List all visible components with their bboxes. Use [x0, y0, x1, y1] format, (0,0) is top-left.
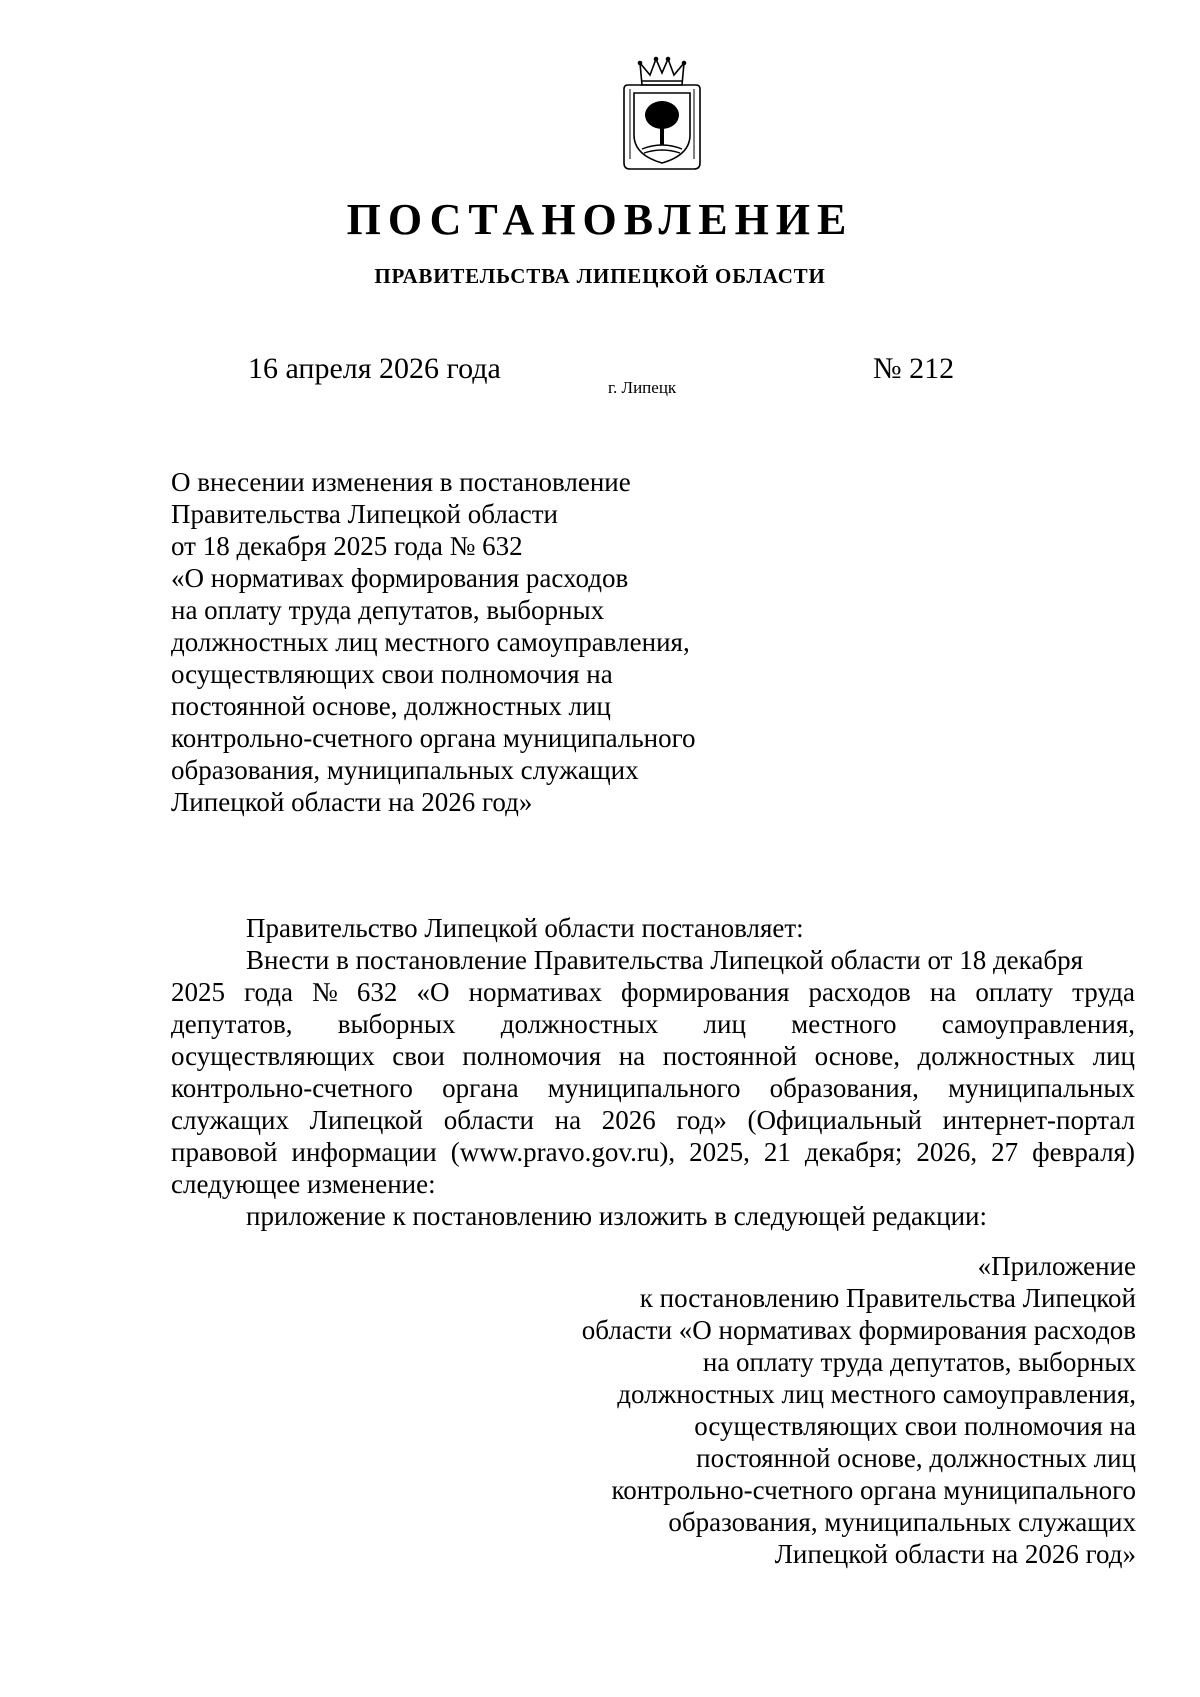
word: Липецкой [309, 1105, 424, 1135]
word: 27 [991, 1137, 1019, 1167]
word: «О [416, 977, 450, 1007]
word: постоянной [662, 1041, 798, 1071]
word: оплату [975, 977, 1054, 1007]
word: год» [676, 1105, 727, 1135]
word: 2026, [916, 1137, 978, 1167]
word: лиц [1092, 1041, 1135, 1071]
paragraph-line [171, 1136, 1135, 1168]
paragraph-line [171, 1104, 1135, 1136]
subject-line: контрольно-счетного органа муниципального [171, 723, 696, 753]
document-number: № 212 [873, 352, 955, 385]
subject-line: должностных лиц местного самоуправления, [171, 627, 690, 657]
word: депутатов, [171, 1009, 293, 1039]
document-date: 16 апреля 2026 года [248, 352, 501, 385]
word: информации [291, 1137, 437, 1167]
word: 2025 [171, 977, 225, 1007]
word: декабря; [804, 1137, 903, 1167]
appendix-heading [540, 1250, 1136, 1570]
subject-line: О внесении изменения в постановление [171, 467, 631, 497]
subject-line: «О нормативах формирования расходов [171, 563, 629, 593]
appendix-line: контрольно-счетного органа муниципального [611, 1475, 1136, 1505]
subject-line: от 18 декабря 2025 года № 632 [171, 531, 523, 561]
word: 2025, [689, 1137, 750, 1167]
paragraph-line [171, 1040, 1135, 1072]
word: выборных [337, 1009, 456, 1039]
word: свои [392, 1041, 445, 1071]
document-city: г. Липецк [608, 378, 677, 397]
word: лиц [703, 1009, 746, 1039]
document-subject [171, 466, 791, 818]
appendix-line: области «О нормативах формирования расходов [581, 1315, 1136, 1345]
subject-line: постоянной основе, должностных лиц [171, 691, 611, 721]
coat-of-arms-emblem [620, 55, 704, 175]
word: осуществляющих [171, 1041, 375, 1071]
appendix-line: к постановлению Правительства Липецкой [639, 1283, 1136, 1313]
word: интернет-портал [942, 1105, 1135, 1135]
word: на [929, 977, 957, 1007]
appendix-line: Липецкой области на 2026 год» [774, 1539, 1136, 1569]
word: года [244, 977, 293, 1007]
word: контрольно-счетного [171, 1073, 413, 1103]
word: на [554, 1105, 582, 1135]
word: 21 [763, 1137, 791, 1167]
paragraph-line [171, 1008, 1135, 1040]
subject-line: Липецкой области на 2026 год» [171, 787, 533, 817]
subject-line: Правительства Липецкой области [171, 499, 559, 529]
appendix-line: должностных лиц местного самоуправления, [617, 1379, 1136, 1409]
appendix-line: постоянной основе, должностных лиц [696, 1443, 1136, 1473]
word: расходов [808, 977, 911, 1007]
word: служащих [171, 1105, 289, 1135]
word: (Официальный [747, 1105, 922, 1135]
word: муниципальных [948, 1073, 1135, 1103]
document-title: ПОСТАНОВЛЕНИЕ [346, 195, 854, 244]
word: труда [1072, 977, 1135, 1007]
word: правовой [171, 1137, 278, 1167]
word: февраля) [1032, 1137, 1135, 1167]
subject-line: на оплату труда депутатов, выборных [171, 595, 605, 625]
paragraph-line [171, 1072, 1135, 1104]
word: основе, [814, 1041, 900, 1071]
word: полномочия [462, 1041, 602, 1071]
subject-line: осуществляющих свои полномочия на [171, 659, 613, 689]
preamble: Правительство Липецкой области постановляет: [246, 913, 804, 943]
instruction: приложение к постановлению изложить в следующей редакции: [246, 1201, 987, 1231]
word: самоуправления, [941, 1009, 1135, 1039]
appendix-line: на оплату труда депутатов, выборных [702, 1347, 1136, 1377]
document-subtitle: ПРАВИТЕЛЬСТВА ЛИПЕЦКОЙ ОБЛАСТИ [374, 264, 826, 288]
word: муниципального [547, 1073, 741, 1103]
word: 632 [356, 977, 398, 1007]
word: области [443, 1105, 534, 1135]
document-body [171, 912, 1135, 1232]
word: органа [442, 1073, 519, 1103]
paragraph-last-line: следующее изменение: [171, 1169, 436, 1199]
appendix-line: образования, муниципальных служащих [668, 1507, 1136, 1537]
paragraph-line [171, 976, 1135, 1008]
word: (www.pravo.gov.ru), [450, 1137, 676, 1167]
word: должностных [917, 1041, 1076, 1071]
word: должностных [500, 1009, 659, 1039]
word: местного [791, 1009, 897, 1039]
word: 2026 [601, 1105, 656, 1135]
word: № [312, 977, 338, 1007]
word: нормативах [468, 977, 602, 1007]
word: образования, [769, 1073, 919, 1103]
paragraph-first-line: Внести в постановление Правительства Липецкой области от 18 декабря [246, 945, 1084, 975]
appendix-line: «Приложение [977, 1251, 1136, 1281]
appendix-line: осуществляющих свои полномочия на [694, 1411, 1136, 1441]
word: на [618, 1041, 646, 1071]
word: формирования [621, 977, 790, 1007]
subject-line: образования, муниципальных служащих [171, 755, 639, 785]
